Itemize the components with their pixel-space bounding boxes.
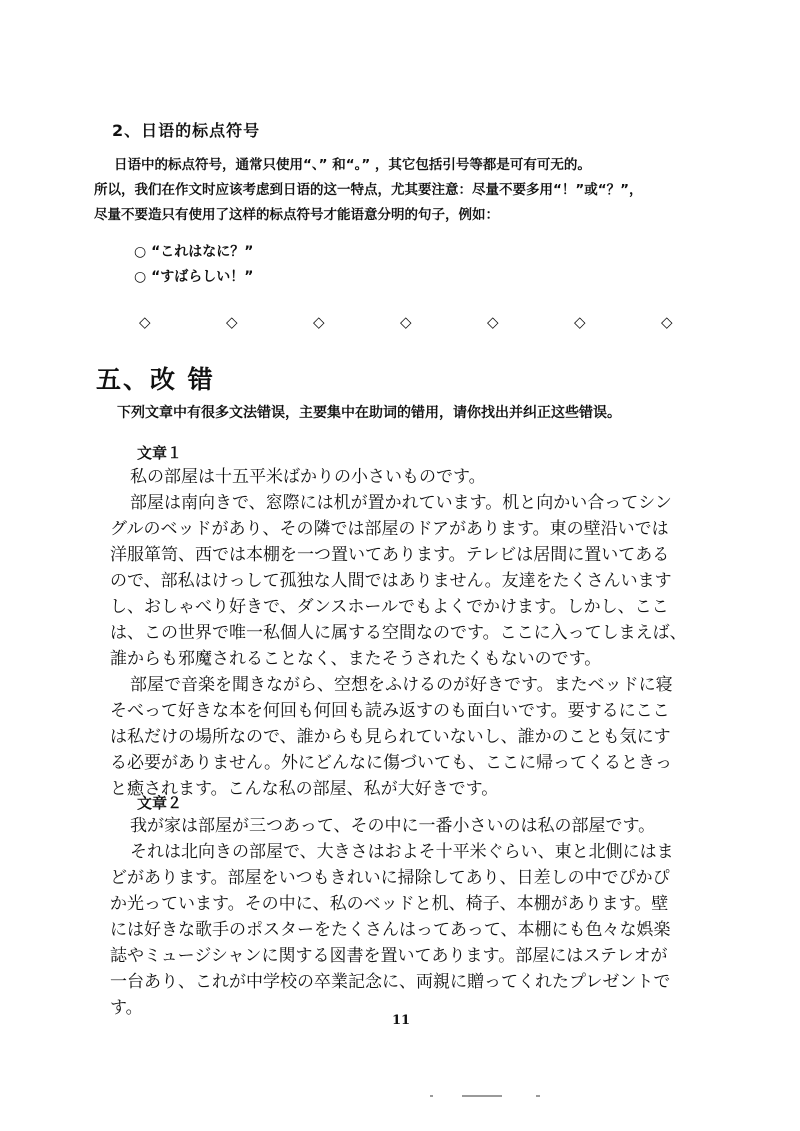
essay-line: 我が家は部屋が三つあって、その中に一番小さいのは私の部屋です。 <box>130 816 656 836</box>
essay-2-title: 文章２ <box>137 794 183 812</box>
essay-line: る必要がありません。外にどんなに傷づいても、ここに帰ってくるときっ <box>110 753 673 773</box>
section-heading-punctuation: 2、日语的标点符号 <box>112 121 261 140</box>
essay-line: それは北向きの部屋で、大きさはおよそ十平米ぐらい、東と北側にはま <box>130 842 674 862</box>
essay-line: には好きな歌手のポスターをたくさんはってあって、本棚にも色々な娯楽 <box>110 920 671 940</box>
example-list <box>134 240 254 290</box>
essay-line: 誰からも邪魔されることなく、またそうされたくもないのです。 <box>110 649 602 669</box>
diamond-icon: ◇ <box>661 313 673 331</box>
essay-line: す。 <box>110 998 143 1018</box>
diamond-separator <box>139 310 699 334</box>
essay-line: 一台あり、これが中学校の卒業記念に、両親に贈ってくれたプレゼントで <box>110 972 671 992</box>
essay-1-body <box>110 464 735 802</box>
essay-line: グルのベッドがあり、その隣では部屋のドアがあります。東の壁沿いでは <box>110 519 669 539</box>
diamond-icon: ◇ <box>487 313 499 331</box>
essay-1-title: 文章１ <box>137 444 183 462</box>
essay-line: 部屋は南向きで、窓際には机が置かれています。机と向かい合ってシン <box>130 493 672 513</box>
essay-line: 私の部屋は十五平米ばかりの小さいものです。 <box>130 467 486 487</box>
paragraph-line: 尽量不要造只有使用了这样的标点符号才能语意分明的句子，例如： <box>94 207 499 223</box>
essay-line: 洋服箪笥、西では本棚を一つ置いてあります。テレビは居間に置いてある <box>110 545 670 565</box>
essay-line: どがあります。部屋をいつもきれいに掃除してあり、日差しの中でぴかぴ <box>110 868 670 888</box>
section-heading-correction: 五、改 错 <box>96 365 215 394</box>
essay-line: は、この世界で唯一私個人に属する空間なのです。ここに入ってしまえば、 <box>110 623 687 643</box>
essay-line: 部屋で音楽を聞きながら、空想をふけるのが好きです。またベッドに寝 <box>130 675 673 695</box>
diamond-icon: ◇ <box>574 313 586 331</box>
diamond-icon: ◇ <box>226 313 238 331</box>
essay-line: と癒されます。こんな私の部屋、私が大好きです。 <box>110 779 499 799</box>
essay-line: か光っています。その中に、私のベッドと机、椅子、本棚があります。壁 <box>110 894 669 914</box>
essay-line: 誌やミュージシャンに関する図書を置いてあります。部屋にはステレオが <box>110 946 668 966</box>
essay-line: し、おしゃべり好きで、ダンスホールでもよくでかけます。しかし、ここ <box>110 597 669 617</box>
diamond-icon: ◇ <box>400 313 412 331</box>
essay-line: そべって好きな本を何回も何回も読み返すのも面白いです。要するにここ <box>110 701 670 721</box>
example-item: ○ “これはなに？” <box>134 244 254 260</box>
paragraph-line: 日语中的标点符号，通常只使用“、” 和“。” ，其它包括引号等都是可有可无的。 <box>114 157 591 173</box>
page-number: 11 <box>392 1013 411 1028</box>
diamond-icon: ◇ <box>313 313 325 331</box>
essay-line: は私だけの場所なので、誰からも見られていないし、誰かのことも気にす <box>110 727 671 747</box>
essay-line: ので、部私はけっして孤独な人間ではありません。友達をたくさんいます <box>110 571 672 591</box>
scan-artifact <box>430 1093 550 1099</box>
diamond-icon: ◇ <box>139 313 151 331</box>
example-item: ○ “すばらしい！” <box>134 269 254 285</box>
essay-2-body <box>110 813 735 1021</box>
correction-instruction: 下列文章中有很多文法错误，主要集中在助词的错用，请你找出并纠正这些错误。 <box>117 405 621 421</box>
punctuation-paragraph <box>94 153 734 228</box>
paragraph-line: 所以，我们在作文时应该考虑到日语的这一特点，尤其要注意：尽量不要多用“！”或“？”， <box>94 182 643 198</box>
